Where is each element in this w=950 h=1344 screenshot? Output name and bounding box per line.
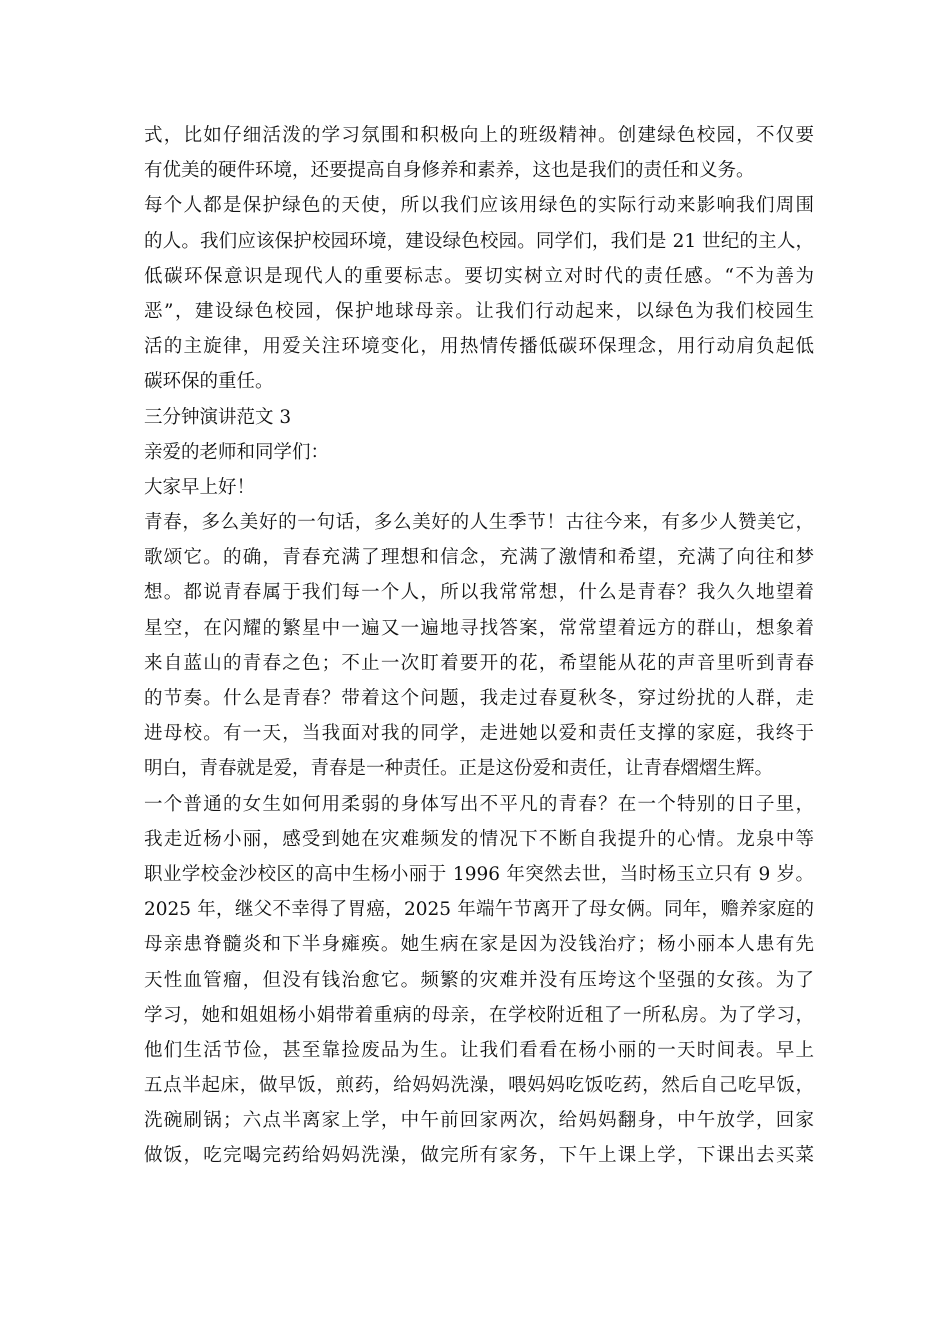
text-line: 做饭，吃完喝完药给妈妈洗澡，做完所有家务，下午上课上学，下课出去买菜 [144,1145,814,1167]
text-line: 我走近杨小丽，感受到她在灾难频发的情况下不断自我提升的心情。龙泉中等 [144,828,814,850]
text-line: 式，比如仔细活泼的学习氛围和积极向上的班级精神。创建绿色校园，不仅要 [144,125,814,146]
text-line: 明白，青春就是爱，青春是一种责任。正是这份爱和责任，让青春熠熠生辉。 [144,758,774,780]
document-body [144,118,814,1174]
text-line: 歌颂它。的确，青春充满了理想和信念，充满了激情和希望，充满了向往和梦 [144,547,814,569]
section-heading: 三分钟演讲范文 3 [144,406,292,428]
text-line: 的节奏。什么是青春？带着这个问题，我走过春夏秋冬，穿过纷扰的人群，走 [144,688,814,709]
text-line: 有优美的硬件环境，还要提高自身修养和素养，这也是我们的责任和义务。 [144,160,755,182]
text-line: 的人。我们应该保护校园环境，建设绿色校园。同学们，我们是 21 世纪的主人， [144,230,814,252]
text-line: 青春，多么美好的一句话，多么美好的人生季节！古往今来，有多少人赞美它， [144,512,814,534]
text-line: 进母校。有一天，当我面对我的同学，走进她以爱和责任支撑的家庭，我终于 [144,723,814,745]
text-line: 每个人都是保护绿色的天使，所以我们应该用绿色的实际行动来影响我们周围 [144,195,814,217]
text-line: 职业学校金沙校区的高中生杨小丽于 1996 年突然去世，当时杨玉立只有 9 岁。 [144,863,814,885]
text-line: 学习，她和姐姐杨小娟带着重病的母亲，在学校附近租了一所私房。为了学习， [144,1004,814,1026]
text-line: 一个普通的女生如何用柔弱的身体写出不平凡的青春？在一个特别的日子里， [144,793,814,815]
text-line: 低碳环保意识是现代人的重要标志。要切实树立对时代的责任感。“不为善为 [144,265,814,287]
text-line: 2025 年，继父不幸得了胃癌，2025 年端午节离开了母女俩。同年，赡养家庭的 [144,899,814,921]
greeting: 大家早上好！ [144,476,256,498]
text-line: 天性血管瘤，但没有钱治愈它。频繁的灾难并没有压垮这个坚强的女孩。为了 [144,969,814,991]
text-line: 母亲患脊髓炎和下半身瘫痪。她生病在家是因为没钱治疗；杨小丽本人患有先 [144,934,814,956]
text-line: 来自蓝山的青春之色；不止一次盯着要开的花，希望能从花的声音里听到青春 [144,652,814,674]
text-line: 想。都说青春属于我们每一个人，所以我常常想，什么是青春？我久久地望着 [144,582,814,604]
text-line: 洗碗刷锅；六点半离家上学，中午前回家两次，给妈妈翻身，中午放学，回家 [144,1110,814,1132]
text-line: 碳环保的重任。 [144,371,274,393]
text-line: 星空，在闪耀的繁星中一遍又一遍地寻找答案，常常望着远方的群山，想象着 [144,617,814,639]
text-line: 五点半起床，做早饭，煎药，给妈妈洗澡，喂妈妈吃饭吃药，然后自己吃早饭， [144,1075,814,1097]
salutation: 亲爱的老师和同学们： [144,441,330,463]
text-line: 他们生活节俭，甚至靠捡废品为生。让我们看看在杨小丽的一天时间表。早上 [144,1039,814,1061]
text-line: 活的主旋律，用爱关注环境变化，用热情传播低碳环保理念，用行动肩负起低 [144,336,814,358]
text-line: 恶”，建设绿色校园，保护地球母亲。让我们行动起来，以绿色为我们校园生 [144,300,814,322]
